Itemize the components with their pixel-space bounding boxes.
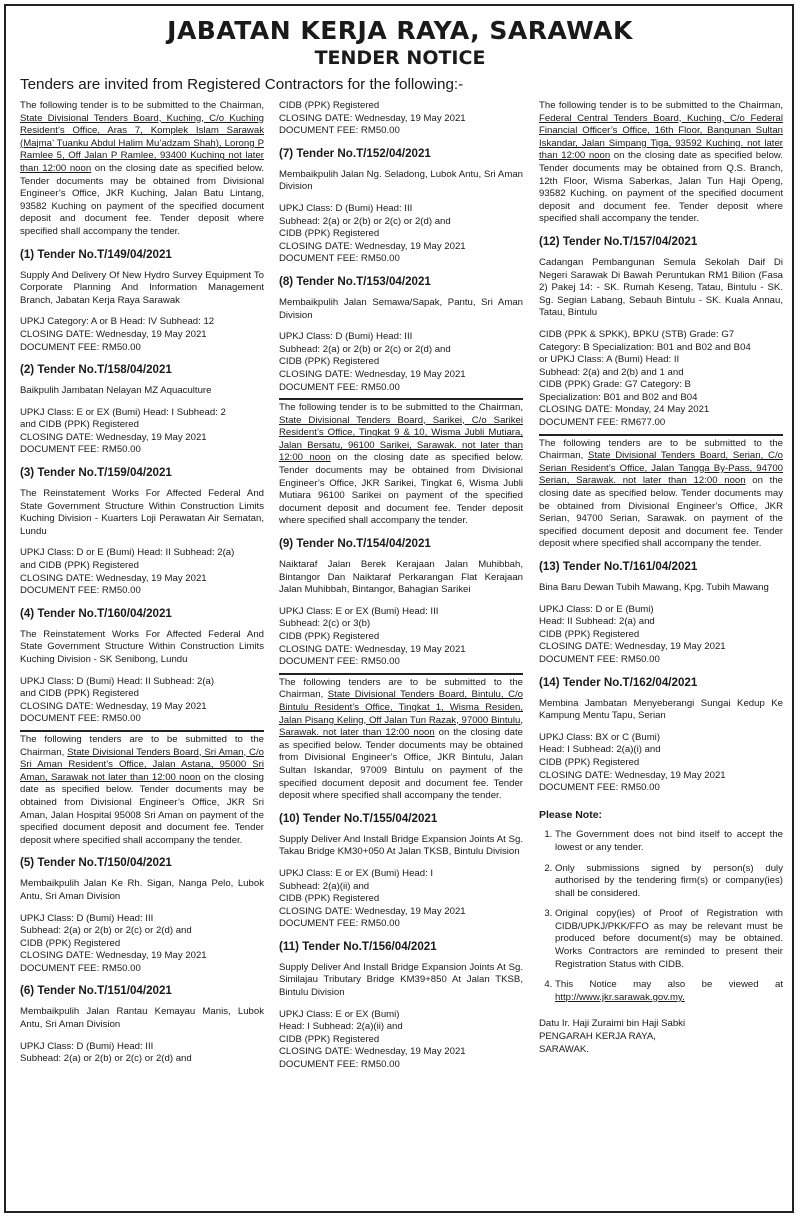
tender-heading: (14) Tender No.T/162/04/2021 [539, 675, 698, 689]
submission-block-serian: The following tenders are to be submitted to the Chairman, State Divisional Tenders Board, Serian, C/o Serian Resident’s Office, Jalan Tangga By-Pass, 94700 Serian, Sarawak. not later than 12:00 noon on the closing date as specified below. Tender documents may be obtained from Divisional Engineer’s Office, JKR Serian, 94700 Serian, Sarawak. on payment of the specified document deposit and document fee. Tender deposit where specified shall accompany the tender. [539, 437, 783, 550]
tender-heading: (10) Tender No.T/155/04/2021 [279, 811, 438, 825]
note-item: 3. Original copy(ies) of Proof of Registration with CIDB/UPKJ/PKK/FFO as may be relevant must be produced before document(s) may be obtained. Works Contractors are reminded to present their Registration Status with CIDB. [555, 908, 783, 971]
submission-block-kuching: The following tender is to be submitted to the Chairman, State Divisional Tenders Board, Kuching, C/o Kuching Resident’s Office, Aras 7, Komplek Islam Sarawak (Majma’ Tuanku Abdul Halim Mu’adzam Shah), Lorong P Ramlee 5, Off Jalan P Ramlee, 93400 Kuching not later than 12:00 noon on the closing date as specified below. Tender documents may be obtained from Divisional Engineer’s Office, JKR Kuching, Jalan Batu Lintang, 93582 Kuching on payment of the specified document deposit and document fee. Tender deposit where specified shall accompany the tender. [20, 100, 264, 237]
tender-item [279, 147, 523, 266]
note-item: 2. Only submissions signed by person(s) duly authorised by the tendering firm(s) or company(ies) shall be considered. [555, 863, 783, 901]
tender-description: Cadangan Pembangunan Semula Sekolah Daif Di Negeri Sarawak Di Bawah Peruntukan RM1 Bilion (Fasa 2) Pakej 14: - SK. Rumah Keseng, Tatau, Bintulu - SK. Sg. Segian Labang, Sebauh Bintulu - SK. Kuala Annau, Tatau, Bintulu [539, 256, 783, 319]
board-address: State Divisional Tenders Board, Sarikei, C/o Sarikei Resident’s Office, Tingkat 9 & 10, Wisma Jubli Mutiara, Jalan Bersatu, 96100 Sarikei, Sarawak. not later than 12:00 noon [279, 414, 523, 464]
tender-item [539, 235, 783, 430]
tender-item [20, 607, 264, 726]
tender-heading: (5) Tender No.T/150/04/2021 [20, 856, 172, 870]
tender-item [20, 363, 264, 457]
note-item: 1. The Government does not bind itself to accept the lowest or any tender. [555, 829, 783, 854]
signatory-position: PENGARAH KERJA RAYA, [539, 1031, 656, 1043]
tender-item [279, 812, 523, 931]
submission-block-bintulu: The following tenders are to be submitted to the Chairman, State Divisional Tenders Board, Bintulu, C/o Bintulu Resident’s Office, Tingkat 1, Wisma Residen, Jalan Pisang Keling, Off Jalan Tun Razak, 97000 Bintulu, Sarawak. not later than 12:00 noon on the closing date as specified below. Tender documents may be obtained from Divisional Engineer’s Office, JKR Bintulu, Jalan Sultan Iskandar, 97009 Bintulu on payment of the specified document deposit and document fee. Tender deposit where specified shall accompany the tender. [279, 676, 523, 802]
tender-heading: (9) Tender No.T/154/04/2021 [279, 537, 431, 551]
tender-description: Membaikpulih Jalan Semawa/Sapak, Pantu, Sri Aman Division [279, 296, 523, 321]
tender-details: UPKJ Class: E or EX (Bumi) Head: I Subhead: 2 and CIDB (PPK) Registered CLOSING DATE: Wednesday, 19 May 2021 DOCUMENT FEE: RM50.00 [20, 406, 226, 456]
tender-item [279, 940, 523, 1072]
tender-heading: (4) Tender No.T/160/04/2021 [20, 606, 172, 620]
tender-item [539, 676, 783, 795]
tender-details-continued: CIDB (PPK) Registered CLOSING DATE: Wednesday, 19 May 2021 DOCUMENT FEE: RM50.00 [279, 100, 466, 137]
tender-details: UPKJ Class: D (Bumi) Head: III Subhead: 2(a) or 2(b) or 2(c) or 2(d) and CIDB (PPK) Registered CLOSING DATE: Wednesday, 19 May 2021 DOCUMENT FEE: RM50.00 [279, 331, 466, 393]
signatory-name: Datu Ir. Haji Zuraimi bin Haji Sabki [539, 1018, 686, 1030]
board-address: State Divisional Tenders Board, Serian, C/o Serian Resident’s Office, Jalan Tangga By-Pass, 94700 Serian, Sarawak. not later than 12:00 noon [539, 450, 783, 487]
section-divider [539, 434, 783, 436]
board-address: State Divisional Tenders Board, Kuching, C/o Kuching Resident’s Office, Aras 7, Komplek Islam Sarawak (Majma’ Tuanku Abdul Halim Mu’adzam Shah), Lorong P Ramlee 5, Off Jalan P Ramlee, 93400 Kuching not later than 12:00 noon [20, 112, 264, 174]
tender-heading: (8) Tender No.T/153/04/2021 [279, 274, 431, 288]
note-item: 4. This Notice may also be viewed at http://www.jkr.sarawak.gov.my. [555, 979, 783, 1004]
tender-details: CIDB (PPK & SPKK), BPKU (STB) Grade: G7 Category: B Specialization: B01 and B02 and B04 or UPKJ Class: A (Bumi) Head: II Subhead: 2(a) and 2(b) and 1 and CIDB (PPK) Grade: G7 Category: B Specialization: B01 and B02 and B04 CLOSING DATE: Monday, 24 May 2021 DOCUMENT FEE: RM677.00 [539, 328, 751, 429]
tender-details: UPKJ Class: E or EX (Bumi) Head: I Subhead: 2(a)(ii) and CIDB (PPK) Registered CLOSING DATE: Wednesday, 19 May 2021 DOCUMENT FEE: RM50.00 [279, 867, 466, 930]
tender-description: Supply And Delivery Of New Hydro Survey Equipment To Corporate Planning And Information Management Branch, Jabatan Kerja Raya Sarawak [20, 269, 264, 306]
tender-heading: (2) Tender No.T/158/04/2021 [20, 363, 172, 377]
column-3 [539, 100, 783, 1056]
notes-title: Please Note: [539, 808, 603, 821]
tender-heading: (11) Tender No.T/156/04/2021 [279, 939, 437, 953]
tender-item [20, 984, 264, 1065]
submission-block-sarikei: The following tender is to be submitted to the Chairman, State Divisional Tenders Board, Sarikei, C/o Sarikei Resident’s Office, Tingkat 9 & 10, Wisma Jubli Mutiara, Jalan Bersatu, 96100 Sarikei, Sarawak. not later than 12:00 noon on the closing date as specified below. Tender documents may be obtained from Divisional Engineer’s Office, JKR Sarikei, Tingkat 6, Wisma Jubli Mutiara 96100 Sarikei on payment of the specified document deposit and document fee. Tender deposit where specified shall accompany the tender. [279, 402, 524, 527]
tender-description: Bina Baru Dewan Tubih Mawang, Kpg. Tubih Mawang [539, 582, 769, 593]
board-address: Federal Central Tenders Board, Kuching, C/o Federal Financial Officer’s Office, 16th Floor, Bangunan Sultan Iskandar, Jalan Simpang Tiga, 93592 Kuching. not later than 12:00 noon [539, 112, 783, 162]
tender-item [20, 248, 264, 355]
website-link[interactable]: http://www.jkr.sarawak.gov.my. [555, 991, 685, 1003]
tender-description: Naiktaraf Jalan Berek Kerajaan Jalan Muhibbah, Bintangor Dan Naiktaraf Perkarangan Flat Kerajaan Jalan Muhibbah, Bintangor, Bahagian Sarikei [279, 559, 523, 596]
board-address: State Divisional Tenders Board, Bintulu, C/o Bintulu Resident’s Office, Tingkat 1, Wisma Residen, Jalan Pisang Keling, Off Jalan Tun Razak, 97000 Bintulu, Sarawak. not later than 12:00 noon [279, 689, 523, 739]
tender-details: UPKJ Class: D (Bumi) Head: II Subhead: 2(a) and CIDB (PPK) Registered CLOSING DATE: Wednesday, 19 May 2021 DOCUMENT FEE: RM50.00 [20, 675, 215, 725]
tender-description: Membina Jambatan Menyeberangi Sungai Kedup Ke Kampung Mentu Tapu, Serian [539, 697, 783, 722]
tender-description: Membaikpulih Jalan Ng. Seladong, Lubok Antu, Sri Aman Division [279, 168, 523, 193]
tender-details: UPKJ Class: D or E (Bumi) Head: II Subhead: 2(a) and CIDB (PPK) Registered CLOSING DATE: Wednesday, 19 May 2021 DOCUMENT FEE: RM50.00 [20, 547, 235, 597]
section-divider [20, 730, 264, 732]
submission-block-sri-aman: The following tenders are to be submitted to the Chairman, State Divisional Tenders Board, Sri Aman, C/o Sri Aman Resident’s Office, Jalan Astana, 95000 Sri Aman, Sarawak not later than 12:00 noon on the closing date as specified below. Tender documents may be obtained from Divisional Engineer’s Office, JKR Sri Aman, Jalan Hospital 95008 Sri Aman on payment of the specified document deposit and document fee. Tender deposit where specified shall accompany the tender. [20, 733, 264, 846]
tender-description: Supply Deliver And Install Bridge Expansion Joints At Sg. Takau Bridge KM30+050 At Jalan TKSB, Bintulu Division [279, 833, 523, 858]
tender-heading: (1) Tender No.T/149/04/2021 [20, 247, 172, 261]
board-address: State Divisional Tenders Board, Sri Aman, C/o Sri Aman Resident’s Office, Jalan Astana, 95000 Sri Aman, Sarawak not later than 12:00 noon [20, 746, 264, 783]
signature-block [539, 1018, 783, 1056]
column-1 [20, 100, 264, 1075]
tender-description: Supply Deliver And Install Bridge Expansion Joints At Sg. Similajau Tributary Bridge KM39+850 At Jalan TKSB, Bintulu Division [279, 961, 523, 999]
tender-details: UPKJ Class: D (Bumi) Head: III Subhead: 2(a) or 2(b) or 2(c) or 2(d) and CIDB (PPK) Registered CLOSING DATE: Wednesday, 19 May 2021 DOCUMENT FEE: RM50.00 [20, 912, 207, 974]
notes-list [539, 829, 783, 1004]
column-2 [279, 100, 523, 1081]
tender-details: UPKJ Class: E or EX (Bumi) Head: III Subhead: 2(c) or 3(b) CIDB (PPK) Registered CLOSING DATE: Wednesday, 19 May 2021 DOCUMENT FEE: RM50.00 [279, 605, 466, 668]
agency-title: JABATAN KERJA RAYA, SARAWAK [167, 16, 633, 45]
tender-details: UPKJ Category: A or B Head: IV Subhead: 12 CLOSING DATE: Wednesday, 19 May 2021 DOCUMENT FEE: RM50.00 [20, 316, 215, 353]
submission-block-federal: The following tender is to be submitted to the Chairman, Federal Central Tenders Board, Kuching, C/o Federal Financial Officer’s Office, 16th Floor, Bangunan Sultan Iskandar, Jalan Simpang Tiga, 93592 Kuching. not later than 12:00 noon on the closing date as specified below. Tender documents may be obtained from Q.S. Branch, 12th Floor, Wisma Saberkas, Jalan Tun Haji Openg, 93582 Kuching. on payment of the specified document deposit and document fee. Tender deposit where specified shall accompany the tender. [539, 100, 783, 225]
section-divider [279, 398, 523, 400]
tender-heading: (6) Tender No.T/151/04/2021 [20, 984, 172, 998]
tender-heading: (7) Tender No.T/152/04/2021 [279, 146, 431, 160]
intro-text: Tenders are invited from Registered Contractors for the following:- [20, 76, 464, 93]
tender-description: Baikpulih Jambatan Nelayan MZ Aquaculture [20, 385, 212, 397]
notice-title: TENDER NOTICE [314, 47, 486, 69]
tender-details: UPKJ Class: BX or C (Bumi) Head: I Subhead: 2(a)(i) and CIDB (PPK) Registered CLOSING DATE: Wednesday, 19 May 2021 DOCUMENT FEE: RM50.00 [539, 731, 726, 794]
tender-heading: (13) Tender No.T/161/04/2021 [539, 560, 698, 573]
tender-details: UPKJ Class: D (Bumi) Head: III Subhead: 2(a) or 2(b) or 2(c) or 2(d) and CIDB (PPK) Registered CLOSING DATE: Wednesday, 19 May 2021 DOCUMENT FEE: RM50.00 [279, 202, 466, 265]
tender-item [20, 466, 264, 598]
section-divider [279, 673, 523, 675]
tender-description: The Reinstatement Works For Affected Federal And State Government Structure Within Construction Limits Kuching Division - SK Senibong, Lundu [20, 628, 264, 665]
tender-item [279, 275, 523, 394]
tender-item [279, 537, 523, 669]
tender-heading: (12) Tender No.T/157/04/2021 [539, 234, 698, 248]
tender-heading: (3) Tender No.T/159/04/2021 [20, 466, 172, 480]
tender-item [20, 856, 264, 975]
tender-description: The Reinstatement Works For Affected Federal And State Government Structure Within Construction Limits Kuching Division - Kuarters Loji Perawatan Air Sematan, Lundu [20, 488, 264, 537]
tender-description: Membaikpulih Jalan Ke Rh. Sigan, Nanga Pelo, Lubok Antu, Sri Aman Division [20, 878, 264, 902]
tender-details: UPKJ Class: D (Bumi) Head: III Subhead: 2(a) or 2(b) or 2(c) or 2(d) and [20, 1040, 192, 1065]
signatory-place: SARAWAK. [539, 1043, 589, 1055]
tender-details: UPKJ Class: E or EX (Bumi) Head: I Subhead: 2(a)(ii) and CIDB (PPK) Registered CLOSING DATE: Wednesday, 19 May 2021 DOCUMENT FEE: RM50.00 [279, 1008, 466, 1071]
tender-item [539, 560, 783, 667]
tender-details: UPKJ Class: D or E (Bumi) Head: II Subhead: 2(a) and CIDB (PPK) Registered CLOSING DATE: Wednesday, 19 May 2021 DOCUMENT FEE: RM50.00 [539, 603, 726, 665]
tender-description: Membaikpulih Jalan Rantau Kemayau Manis, Lubok Antu, Sri Aman Division [20, 1006, 264, 1031]
